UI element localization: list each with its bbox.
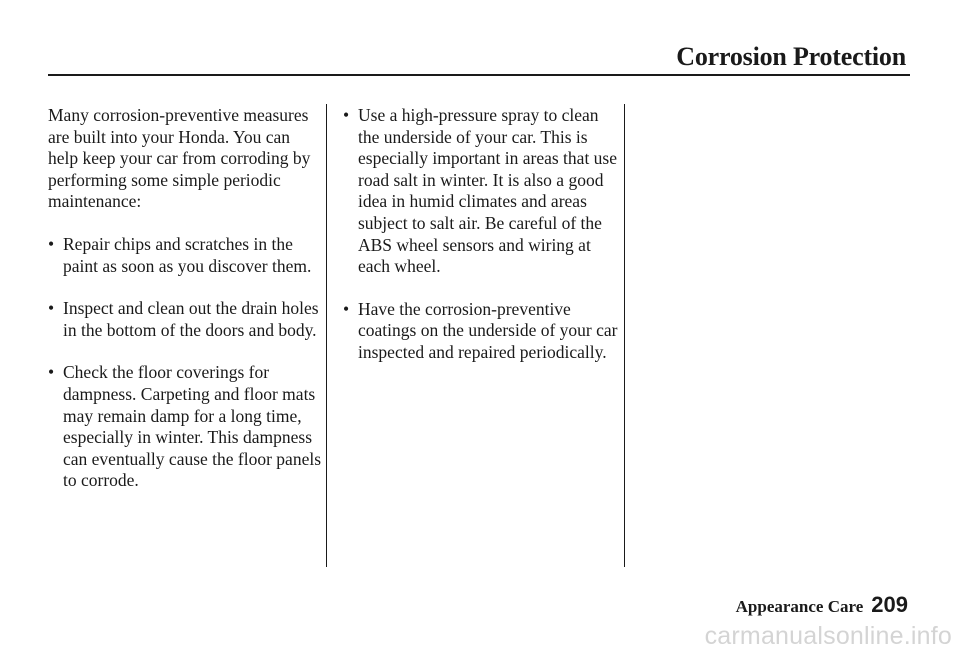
column-divider — [326, 104, 327, 567]
column-divider — [624, 104, 625, 567]
page-title: Corrosion Protection — [676, 42, 906, 71]
watermark: carmanualsonline.info — [704, 622, 952, 650]
left-column — [48, 105, 324, 513]
header-rule — [48, 74, 910, 76]
bullet-underside-spray: • Use a high-pressure spray to clean the underside of your car. This is especially important in areas that use road salt in winter. It is also a good idea in humid climates and areas subject to salt air. Be careful of the ABS wheel sensors and wiring at each wheel. — [343, 105, 619, 278]
bullet-floor-coverings: • Check the floor coverings for dampness. Carpeting and floor mats may remain damp for a long time, especially in winter. This dampness can eventually cause the floor panels to corrode. — [48, 362, 324, 492]
footer-section-name: Appearance Care — [735, 597, 864, 616]
bullet-coatings-inspection: • Have the corrosion-preventive coatings on the underside of your car inspected and repaired periodically. — [343, 299, 619, 364]
page-number: 209 — [871, 592, 908, 617]
bullet-drain-holes: • Inspect and clean out the drain holes in the bottom of the doors and body. — [48, 298, 324, 341]
middle-column — [343, 105, 619, 385]
intro-paragraph: Many corrosion-preventive measures are built into your Honda. You can help keep your car from corroding by performing some simple periodic maintenance: — [48, 105, 311, 212]
page-footer — [736, 592, 908, 618]
bullet-repair-chips: • Repair chips and scratches in the paint as soon as you discover them. — [48, 234, 324, 277]
